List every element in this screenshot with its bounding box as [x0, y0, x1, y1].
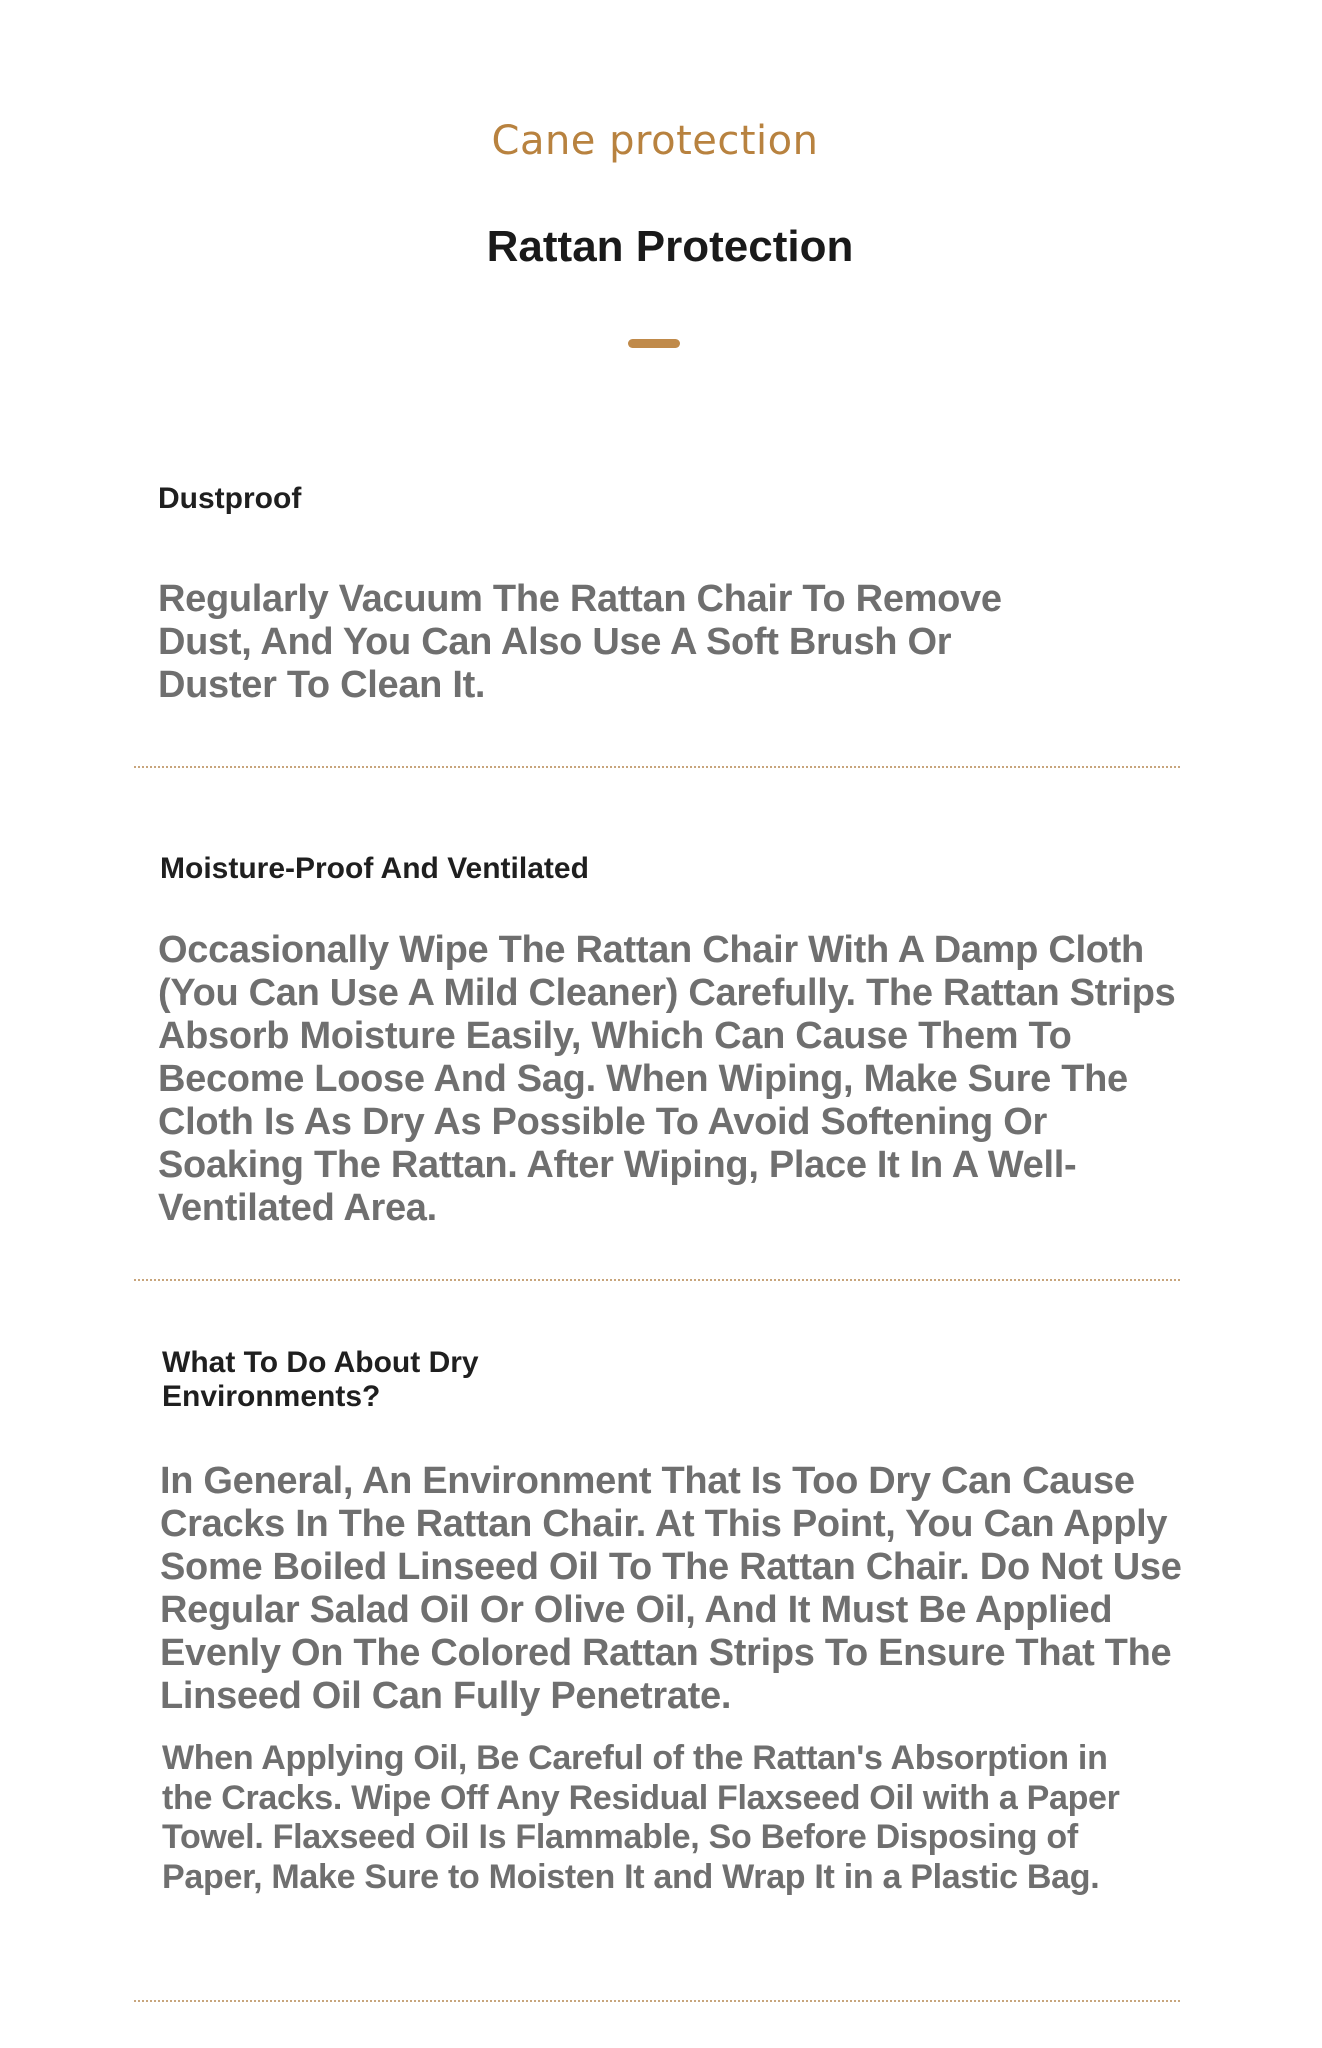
- moisture-body: Occasionally Wipe The Rattan Chair With A Damp Cloth (You Can Use A Mild Cleaner) Carefully. The Rattan Strips Absorb Moisture Easily, Which Can Cause Them To Become Loose And Sag. When Wiping, Make Sure The Cloth Is As Dry As Possible To Avoid Softening Or Soaking The Rattan. After Wiping, Place It In A Well-Ventilated Area.: [158, 929, 1176, 1229]
- section-eyebrow: Cane protection: [491, 118, 819, 164]
- section-divider: [134, 2000, 1180, 2002]
- dry-environment-heading: What To Do About Dry Environments?: [162, 1346, 479, 1413]
- section-divider: [134, 1279, 1180, 1281]
- moisture-heading: Moisture-Proof And Ventilated: [160, 852, 589, 885]
- page-title: Rattan Protection: [486, 222, 854, 271]
- dry-environment-body: In General, An Environment That Is Too Dry Can Cause Cracks In The Rattan Chair. At This Point, You Can Apply Some Boiled Linseed Oil To The Rattan Chair. Do Not Use Regular Salad Oil Or Olive Oil, And It Must Be Applied Evenly On The Colored Rattan Strips To Ensure That The Linseed Oil Can Fully Penetrate.: [160, 1460, 1182, 1717]
- section-divider: [134, 766, 1180, 768]
- dustproof-heading: Dustproof: [158, 482, 302, 515]
- oil-application-note: When Applying Oil, Be Careful of the Rattan's Absorption in the Cracks. Wipe Off Any Residual Flaxseed Oil with a Paper Towel. Flaxseed Oil Is Flammable, So Before Disposing of Paper, Make Sure to Moisten It and Wrap It in a Plastic Bag.: [162, 1739, 1120, 1896]
- dustproof-body: Regularly Vacuum The Rattan Chair To Remove Dust, And You Can Also Use A Soft Brush Or Duster To Clean It.: [158, 578, 1002, 706]
- title-accent-bar: [628, 339, 680, 348]
